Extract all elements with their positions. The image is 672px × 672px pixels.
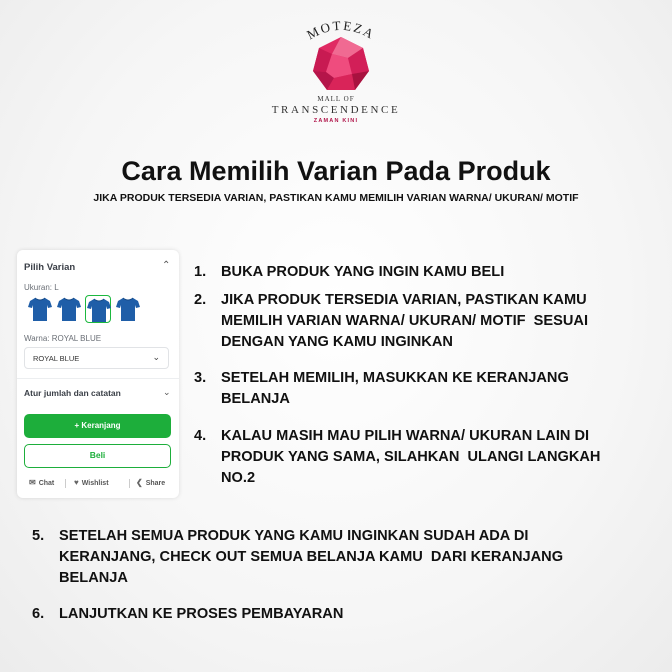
step-item (194, 290, 660, 353)
color-label: Warna: ROYAL BLUE (24, 334, 102, 343)
variant-options (23, 295, 163, 325)
page-title: Cara Memilih Varian Pada Produk (121, 156, 551, 186)
qty-notes-toggle[interactable]: Atur jumlah dan catatan (24, 388, 121, 398)
step-item (194, 426, 660, 489)
share-icon: ❮ (136, 478, 143, 487)
step-text-line: JIKA PRODUK TERSEDIA VARIAN, PASTIKAN KAMU (221, 292, 587, 308)
shirt-icon (86, 296, 112, 324)
step-item (194, 368, 660, 410)
card-actions (29, 478, 169, 490)
step-number: 5. (32, 528, 45, 544)
chat-label: Chat (38, 480, 55, 487)
step-number: 1. (194, 264, 207, 280)
heart-icon: ♥ (74, 478, 79, 487)
color-select-value: ROYAL BLUE (33, 354, 80, 363)
page-subtitle: JIKA PRODUK TERSEDIA VARIAN, PASTIKAN KAMU MEMILIH VARIAN WARNA/ UKURAN/ MOTIF (93, 192, 579, 204)
divider (65, 479, 66, 488)
variant-option[interactable] (27, 295, 53, 323)
step-text-line: KERANJANG, CHECK OUT SEMUA BELANJA KAMU DARI KERANJANG (59, 549, 564, 565)
chat-icon: ✉ (29, 478, 36, 487)
step-text-line: LANJUTKAN KE PROSES PEMBAYARAN (59, 606, 344, 622)
chevron-up-icon[interactable]: ⌃ (162, 260, 171, 271)
step-number: 3. (194, 370, 207, 386)
step-item (32, 526, 660, 589)
step-text-line: DENGAN YANG KAMU INGINKAN (221, 334, 453, 350)
variant-option[interactable] (115, 295, 141, 323)
step-item (194, 262, 660, 283)
logo-brand: MOTEZA (304, 17, 378, 43)
shirt-icon (115, 295, 141, 323)
step-text-line: BELANJA (59, 570, 128, 586)
divider (129, 479, 130, 488)
step-text-line: SETELAH SEMUA PRODUK YANG KAMU INGINKAN SUDAH ADA DI (59, 528, 529, 544)
logo-line-zaman-kini: ZAMAN KINI (313, 118, 359, 124)
step-text-line: NO.2 (221, 470, 256, 486)
step-number: 4. (194, 428, 207, 444)
wishlist-action[interactable] (74, 478, 109, 487)
step-text-line: BUKA PRODUK YANG INGIN KAMU BELI (221, 264, 505, 280)
variant-picker-card (17, 250, 179, 498)
share-action[interactable] (136, 478, 165, 487)
variant-option[interactable] (85, 295, 111, 323)
divider (17, 378, 179, 379)
step-number: 6. (32, 606, 45, 622)
step-text-line: KALAU MASIH MAU PILIH WARNA/ UKURAN LAIN DI (221, 428, 590, 444)
color-select[interactable] (24, 347, 169, 369)
variant-option[interactable] (56, 295, 82, 323)
chevron-down-icon: ⌄ (152, 352, 160, 362)
step-text-line: BELANJA (221, 391, 290, 407)
step-number: 2. (194, 292, 207, 308)
variant-section-heading: Pilih Varian (24, 262, 76, 273)
logo-line-mall-of: MALL OF (317, 95, 355, 103)
add-to-cart-button[interactable]: + Keranjang (24, 414, 171, 438)
step-text-line: PRODUK YANG SAMA, SILAHKAN ULANGI LANGKAH (221, 449, 601, 465)
step-item (32, 604, 660, 625)
chevron-down-icon[interactable]: ⌄ (163, 387, 171, 397)
step-text-line: MEMILIH VARIAN WARNA/ UKURAN/ MOTIF SESUAI (221, 313, 588, 329)
chat-action[interactable] (29, 478, 54, 487)
size-label: Ukuran: L (24, 283, 59, 292)
step-text-line: SETELAH MEMILIH, MASUKKAN KE KERANJANG (221, 370, 569, 386)
share-label: Share (145, 480, 166, 487)
buy-button[interactable]: Beli (24, 444, 171, 468)
logo-line-transcendence: TRANSCENDENCE (271, 104, 401, 116)
moteza-logo (0, 8, 672, 124)
shirt-icon (56, 295, 82, 323)
gem-icon (312, 36, 370, 94)
wishlist-label: Wishlist (81, 480, 109, 487)
shirt-icon (27, 295, 53, 323)
